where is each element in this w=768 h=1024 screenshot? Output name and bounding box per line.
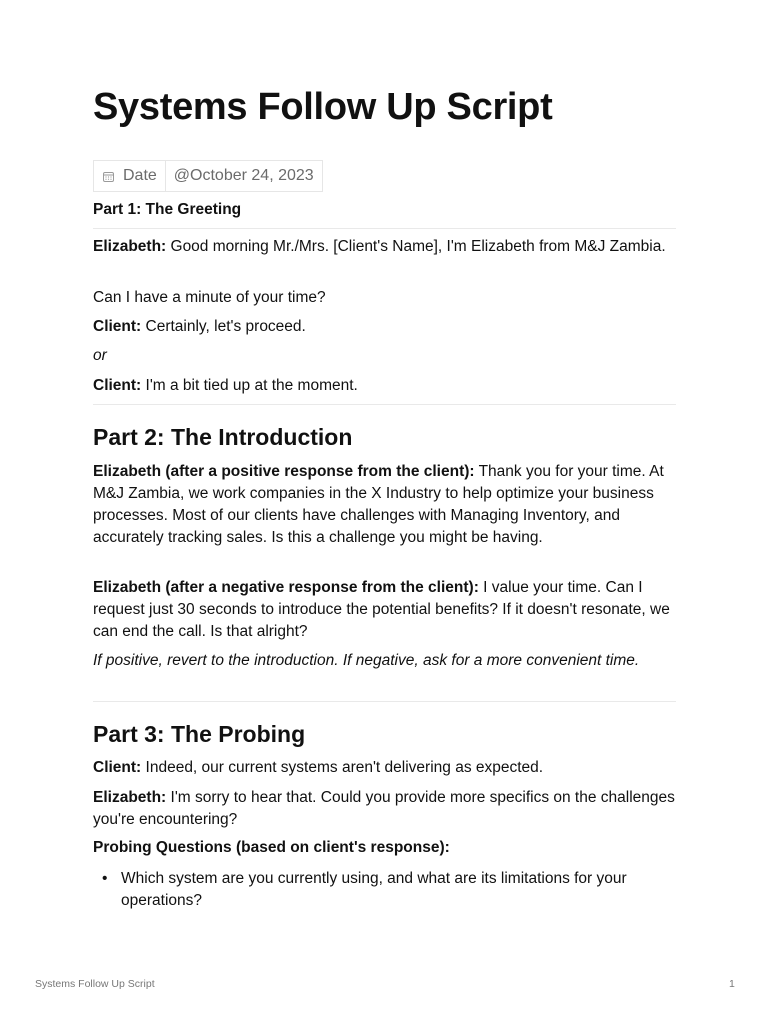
divider	[93, 228, 676, 229]
list-item-text: Which system are you currently using, and what are its limitations for your operations?	[121, 870, 627, 909]
speaker: Client:	[93, 759, 142, 776]
part1-line-2: Can I have a minute of your time?	[93, 289, 326, 306]
part1-heading: Part 1: The Greeting	[93, 201, 242, 218]
or-separator: or	[93, 347, 107, 364]
part3-paragraph-1	[93, 757, 676, 779]
speaker: Elizabeth (after a positive response from the client):	[93, 463, 475, 480]
page-title: Systems Follow Up Script	[93, 86, 553, 128]
bullet-icon: •	[102, 870, 108, 887]
list-item	[93, 868, 676, 912]
property-value: @October 24, 2023	[173, 167, 314, 184]
date-property	[93, 160, 323, 192]
footer-title: Systems Follow Up Script	[35, 978, 155, 990]
speaker: Elizabeth:	[93, 789, 167, 806]
footer-page-number: 1	[729, 978, 735, 990]
dialogue-text: Thank you for your time. At M&J Zambia, we work companies in the X Industry to help optimize your business processes. Most of our clients have challenges with Managing Inventory, and accurately tracking sales. Is this a challenge you might be having.	[93, 463, 664, 546]
part1-line-4	[93, 375, 676, 397]
divider	[93, 404, 676, 405]
part1-line-1	[93, 236, 676, 258]
property-key	[94, 161, 166, 191]
dialogue-text: I'm sorry to hear that. Could you provide more specifics on the challenges you're encountering?	[93, 789, 675, 828]
divider	[93, 701, 676, 702]
calendar-icon	[103, 171, 114, 182]
dialogue-text: I value your time. Can I request just 30 seconds to introduce the potential benefits? If it doesn't resonate, we can end the call. Is that alright?	[93, 579, 670, 640]
part3-heading: Part 3: The Probing	[93, 721, 306, 747]
probing-questions-heading: Probing Questions (based on client's response):	[93, 839, 450, 856]
part2-paragraph-2	[93, 577, 676, 643]
part1-line-3	[93, 316, 676, 338]
dialogue-text: Certainly, let's proceed.	[141, 318, 306, 335]
speaker: Client:	[93, 377, 142, 394]
dialogue-text: Indeed, our current systems aren't delivering as expected.	[141, 759, 544, 776]
property-label: Date	[123, 167, 157, 184]
part2-paragraph-1	[93, 461, 676, 549]
part3-paragraph-2	[93, 787, 676, 831]
part2-heading: Part 2: The Introduction	[93, 424, 353, 450]
dialogue-text: Good morning Mr./Mrs. [Client's Name], I'm Elizabeth from M&J Zambia.	[166, 238, 666, 255]
dialogue-text: I'm a bit tied up at the moment.	[141, 377, 358, 394]
speaker: Elizabeth:	[93, 238, 167, 255]
speaker: Client:	[93, 318, 142, 335]
part2-note: If positive, revert to the introduction. If negative, ask for a more convenient time.	[93, 652, 640, 669]
speaker: Elizabeth (after a negative response from the client):	[93, 579, 479, 596]
